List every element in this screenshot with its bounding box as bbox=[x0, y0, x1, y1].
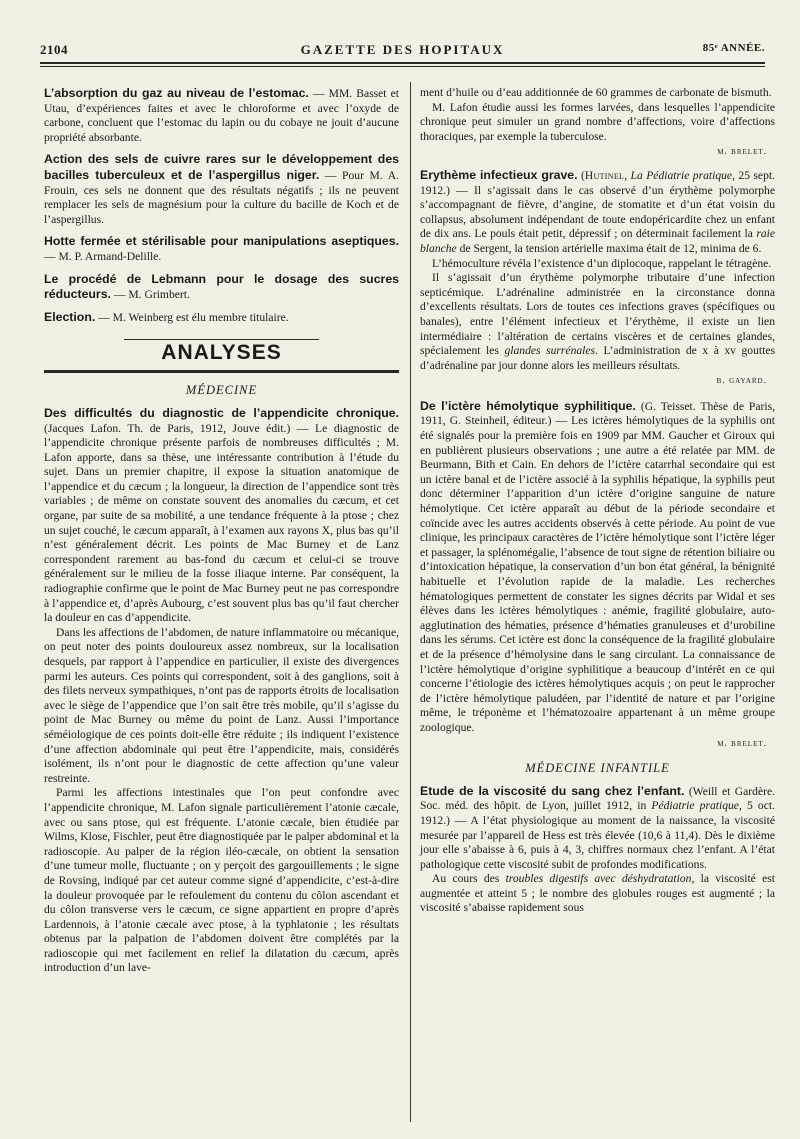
item-title: Election. bbox=[44, 309, 96, 324]
article-text: de Sergent, la tension artérielle maxima était de 12, minima de 6. bbox=[456, 241, 762, 255]
section-rule bbox=[44, 372, 399, 373]
article-text: . L’administration de x à xv gouttes d’adrénaline par jour donne alors les meilleurs résultats. bbox=[420, 344, 775, 372]
society-item bbox=[44, 152, 399, 227]
article-paragraph: ment d’huile ou d’eau additionnée de 60 grammes de carbonate de bismuth. bbox=[420, 86, 772, 99]
section-title: ANALYSES bbox=[161, 341, 282, 365]
article-emphasis: troubles digestifs avec déshydratation bbox=[505, 872, 692, 886]
item-text: — M. Weinberg est élu membre titulaire. bbox=[95, 310, 289, 324]
article-paragraph: Dans les affections de l’abdomen, de nature inflammatoire ou mécanique, on peut noter des points douloureux assez nombreux, sur la localisation desquels, par rapport à l’appendice en particulier, il existe des divergences parmi les auteurs. Ces points qui correspondent, soit à des ganglions, soit à des filets nerveux sympathiques, n’ont pas de rapports étroits de localisation avec le siège de l’appendice que l’on sait être très mobile, qu’il s’agisse du point de Mac Burney ou même du point de Lanz. Aussi l’importance séméiologique de ces points doit-elle être réduite ; ils indiquent l’existence d’une affection abdominale qui peut être l’appendicite, mais, considérés isolément, ils n’ont pour le diagnostic de cette affection qu’une valeur restreinte. bbox=[44, 625, 399, 785]
article-text: (Weill et Gardère. Soc. méd. des hôpit. de Lyon, juillet 1912, in bbox=[420, 784, 775, 813]
item-text: — M. P. Armand-Delille. bbox=[44, 249, 162, 263]
column-divider bbox=[410, 82, 411, 1122]
item-title: Le procédé de Lebmann pour le dosage des sucres réducteurs. bbox=[44, 271, 399, 302]
journal-title: GAZETTE DES HOPITAUX bbox=[300, 42, 505, 57]
society-item bbox=[44, 310, 399, 326]
item-text: — Pour M. A. Frouin, ces sels ne donnent que des résultats négatifs ; ils ne peuvent remplacer les sels de magnésium pour la culture du bacille de Koch et de l’aspergillus. bbox=[44, 168, 399, 226]
item-title: L’absorption du gaz au niveau de l’estomac. bbox=[44, 86, 309, 100]
article-text: Il s’agissait d’un érythème polymorphe tributaire d’une infection septicémique. L’adrénaline administrée en la circonstance donna d’excellents résultats. Lors de toutes ces infections graves (spécifiques ou banales), entre l’élément infectieux et l’érythème, il existe un lien intermédiaire : l’altération de certains viscères et de certaines glandes, spécialement les bbox=[420, 271, 775, 358]
article-emphasis: raie blanche bbox=[420, 227, 775, 255]
author-signature: m. brelet. bbox=[717, 738, 767, 749]
article-ictere bbox=[420, 399, 775, 751]
subsection-title: MÉDECINE INFANTILE bbox=[525, 761, 670, 776]
article-author: Hutinel bbox=[584, 168, 625, 182]
article-paragraph: Parmi les affections intestinales que l’on peut confondre avec l’appendicite chronique, M. Lafon signale particulièrement l’atonie cæcale, avec ou sans ptose, qui est fréquente. L’atonie cæcale, bien étudiée par Wilms, Klose, Fischler, peut être diagnostiquée par le palper abdominal et la radioscopie. Au palper de la région iléo-cæcale, on obtient la sensation d’une tumeur molle, fluctuante ; on y perçoit des gargouillements ; le signe de Rovsing, indiqué par cet auteur comme signé d’appendicite, c’est-à-dire la douleur provoquée par le refoulement du contenu du côlon ascendant et du côlon transverse vers le cæcum, ce signe appartient en propre d’après Lardennois, à l’atonie cæcale avec ptose, à la typhlatonie ; les résultats obtenus par la palpation de l’abdomen doivent être complétés par la radioscopie qui met facilement en relief la dilatation du cæcum, après introduction d’un lave- bbox=[44, 786, 399, 975]
author-signature: m. brelet. bbox=[717, 147, 767, 158]
article-paragraph: L’hémoculture révéla l’existence d’un diplocoque, rappelant le tétragène. bbox=[432, 256, 772, 270]
article-title: Des difficultés du diagnostic de l’appendicite chronique. bbox=[44, 405, 399, 420]
right-column bbox=[420, 86, 775, 916]
article-text: (Jacques Lafon. Th. de Paris, 1912, Jouve édit.) — Le diagnostic de l’appendicite chronique présente parfois de nombreuses difficultés ; M. Lafon apporte, dans sa thèse, une intéressante contribution à l’étude du sujet. Dans un premier chapitre, il expose la situation anatomique de l’appendice et du cæcum ; la longueur, la direction de l’appendice sont très variables ; de même on constate souvent des anomalies du cæcum, et cet organe, par suite de sa mobilité, a une tendance fréquente à la ptose ; chez un sujet couché, le cæcum apparaît, à l’examen aux rayons X, plus bas qu’il n’est généralement décrit. Les points de Mac Burney et de Lanz correspondent rarement au bas-fond du cæcum et celui-ci se trouve généralement sur le milieu de la fosse iliaque interne. Par conséquent, la radiographie confirme que le point de Mac Burney peut ne pas correspondre à l’appendice et, d’après Aubourg, c’est souvent plus bas qu’il faut chercher la douleur en cas d’appendicite. bbox=[44, 421, 399, 625]
item-text: — M. Grimbert. bbox=[110, 288, 190, 302]
section-rule bbox=[124, 339, 319, 340]
article-paragraph: M. Lafon étudie aussi les formes larvées, dans lesquelles l’appendicite chronique peut simuler un grand nombre d’affections, voire d’affections thoraciques, par exemple la tuberculose. bbox=[420, 100, 775, 143]
article-viscosite bbox=[420, 784, 775, 916]
journal-year: 85ᵉ ANNÉE. bbox=[702, 42, 765, 54]
item-title: Action des sels de cuivre rares sur le développement des bacilles tuberculeux et de l’aspergillus niger. bbox=[44, 152, 399, 182]
header-rule-thin bbox=[40, 66, 765, 67]
article-appendicite bbox=[44, 406, 399, 976]
article-erytheme: Erythème infectieux grave. (Hutinel, La Pédiatrie pratique, 25 sept. 1912.) — Il s’agissait dans le cas observé d’un érythème polymorphe s’accompagnant de fièvre, d’angine, de stomatite et d’un état voisin du collapsus, absolument indépendant de toute endopéricardite chez un enfant de dix ans. Le pouls était petit, dépressif ; on déterminait facilement la raie blanche de Sergent, la tension artérielle maxima était de 12, minima de 6. L’hémoculture révéla l’existence d’un diplocoque, rappelant le tétragène. Il s’agissait d’un érythème polymorphe tributaire d’une infection septicémique. L’adrénaline administrée en la circonstance donna d’excellents résultats. Lors de toutes ces infections graves (spécifiques ou banales), entre l’élément infectieux et l’érythème, il existe un lien intermédiaire : l’altération de certains viscères et de certaines glandes, spécialement les glandes surrénales. L’administration de x à xv gouttes d’adrénaline par jour donne alors les meilleurs résultats. b. gayard. bbox=[420, 168, 775, 389]
item-text: — MM. Basset et Utau, d’expériences faites et avec le chloroforme et avec l’oxyde de carbone, concluent que l’estomac du lapin ou du cobaye ne jouit d’aucune propriété absorbante. bbox=[44, 87, 400, 144]
society-item bbox=[44, 272, 399, 303]
left-column bbox=[44, 86, 399, 976]
article-title: De l’ictère hémolytique syphilitique. bbox=[420, 398, 636, 413]
article-text: , la viscosité est augmentée et atteint 5 ; le nombre des globules rouges est augmenté ; la viscosité s’abaisse rapidement sous bbox=[420, 872, 775, 915]
article-text: , 25 sept. 1912.) — Il s’agissait dans le cas observé d’un érythème polymorphe s’accompagnant de fièvre, d’angine, de stomatite et d’un état voisin du collapsus, absolument indépendant de toute endopéricardite chez un enfant de dix ans. Le pouls était petit, dépressif ; on déterminait facilement la bbox=[420, 168, 775, 241]
subsection-title: MÉDECINE bbox=[185, 383, 258, 398]
article-journal: La Pédiatrie pratique bbox=[630, 168, 733, 182]
article-title: Erythème infectieux grave. bbox=[420, 167, 578, 182]
article-title: Etude de la viscosité du sang chez l’enfant. bbox=[420, 783, 685, 798]
article-text: Au cours des bbox=[432, 872, 506, 886]
page-number: 2104 bbox=[40, 42, 68, 57]
header-rule bbox=[40, 62, 765, 64]
society-item bbox=[44, 234, 399, 264]
author-signature: b. gayard. bbox=[716, 376, 767, 387]
article-text: , 5 oct. 1912.) — A l’état physiologique au moment de la naissance, la viscosité mesurée par l’appareil de Hess est très élevée (10,6 à 11,4). Dès le dixième jour elle s’abaisse à 6, puis à 4, 3, chiffres normaux chez l’enfant. A l’état pathologique cette viscosité subit de profondes modifications. bbox=[420, 799, 775, 871]
section-heading-box bbox=[44, 339, 399, 373]
society-item bbox=[44, 86, 399, 145]
article-continuation bbox=[420, 86, 775, 160]
article-text: (G. Teisset. Thèse de Paris, 1911, G. Steinheil, éditeur.) — Les ictères hémolytiques de la syphilis ont été signalés pour la première fois en 1909 par MM. Gaucher et Giroux qui en publièrent plusieurs observations ; une autre a été relatée par MM. de Beurmann, Bith et Cain. En dehors de l’ictère catarrhal secondaire qui est un ictère banal et de l’ictère associé à la syphilis hépatique, la syphilis peut donc déterminer l’apparition d’un ictère d’origine sanguine de nature hémolytique. Cet ictère apparaît au début de la période secondaire et coïncide avec les autres accidents observés à cette période. Au point de vue clinique, les principaux caractères de l’ictère hémolytique sont l’ictère léger et passager, la splénomégalie, l’absence de tout signe de rétention biliaire ou d’intoxication hépatique, la conservation d’un bon état général, la bénignité habituelle et l’évolution rapide de la maladie. Les recherches hématologiques permettent de constater les signes décrits par Widal et ses élèves dans les ictères hémolytiques : anémie, fragilité globulaire, auto-agglutination des hématies, présence d’hématies granuleuses et d’urobiline dans les sérums. Cet ictère est donc la conséquence de la fragilité globulaire et de la présence d’hémolysine dans le sang circulant. La connaissance de l’ictère hémolytique d’origine syphilitique a beaucoup d’intérêt en ce qui concerne l’étiologie des ictères hémolytiques acquis ; on peut le rapprocher de l’ictère hémolytique paludéen, par l’identité de nature et par l’origine même, le tréponème et l’hématozoaire appartenant à un même groupe zoologique. bbox=[420, 399, 775, 734]
article-emphasis: glandes surrénales bbox=[504, 344, 596, 358]
item-title: Hotte fermée et stérilisable pour manipulations aseptiques. bbox=[44, 234, 399, 249]
article-journal: Pédiatrie pratique bbox=[651, 799, 739, 813]
page-header bbox=[40, 42, 765, 62]
